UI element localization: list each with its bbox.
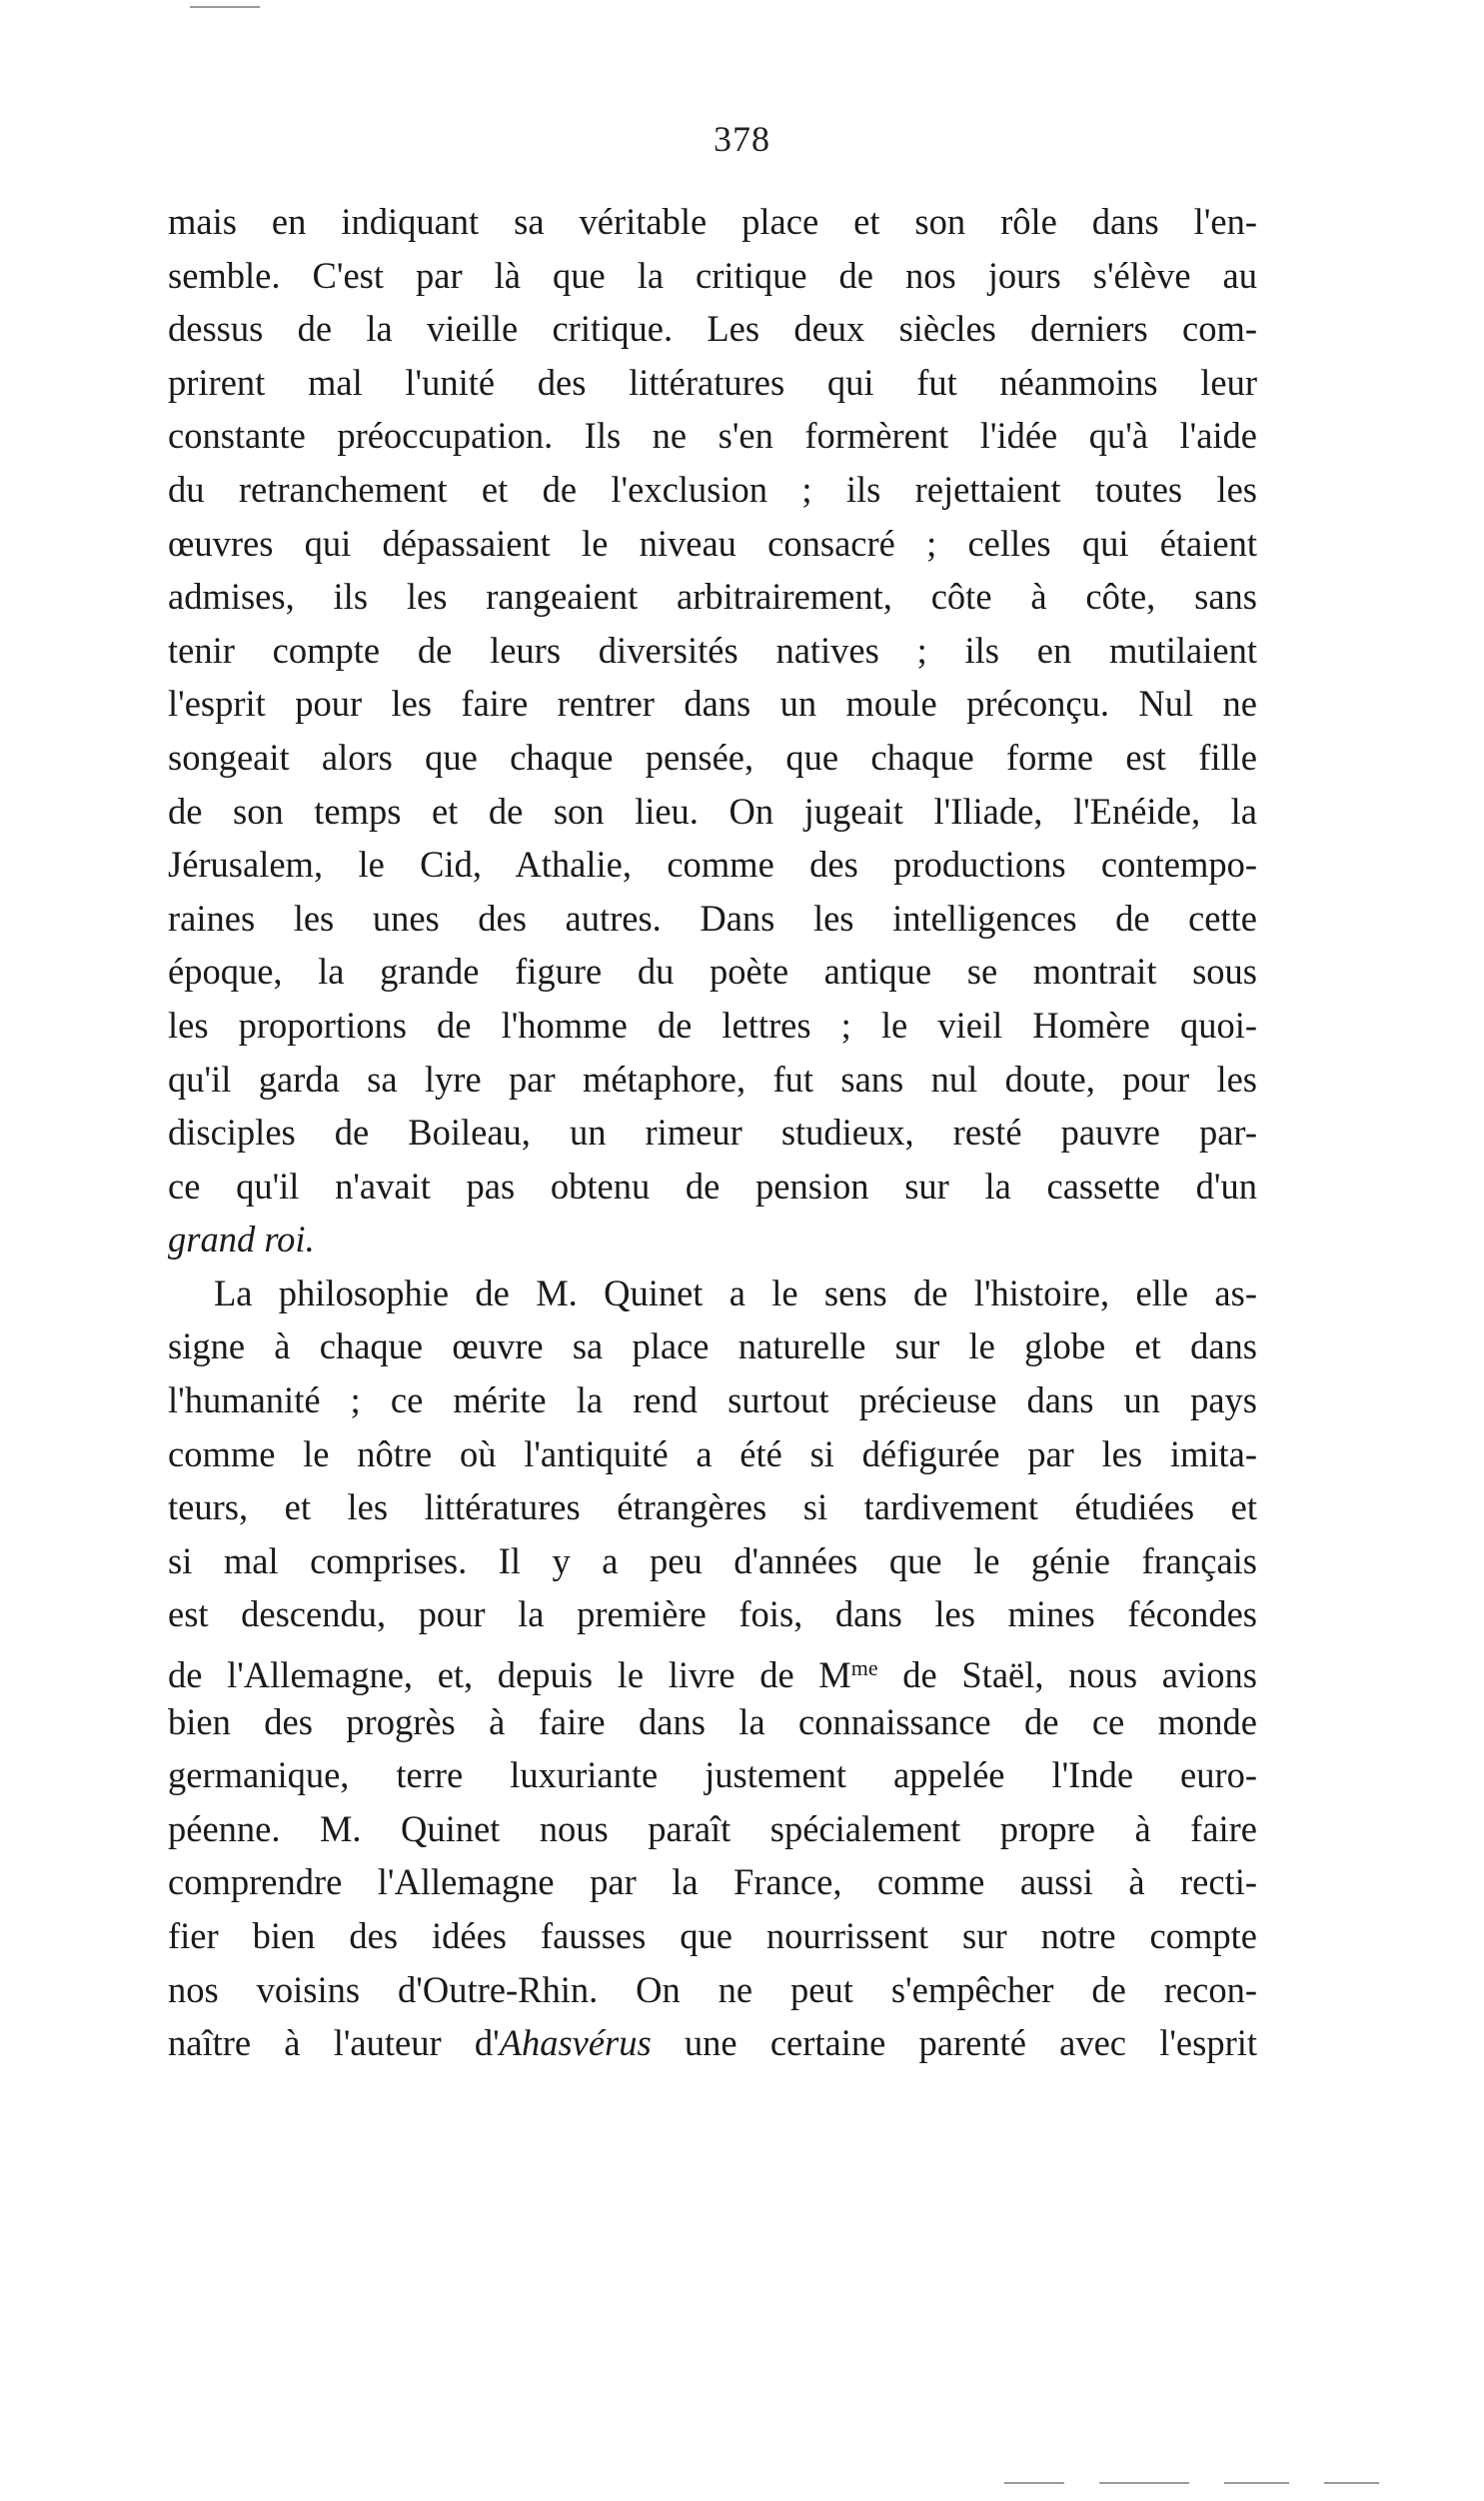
text-line: dessus de la vieille critique. Les deux siècles derniers com- — [168, 308, 1257, 350]
text-line: bien des progrès à faire dans la connaissance de ce monde — [168, 1700, 1257, 1742]
text-line: l'humanité ; ce mérite la rend surtout précieuse dans un pays — [168, 1379, 1257, 1421]
text-line-italic: grand roi. — [168, 1219, 315, 1260]
scan-edge-mark-top — [190, 6, 260, 8]
text-line: du retranchement et de l'exclusion ; ils rejettaient toutes les — [168, 468, 1257, 510]
text-line: teurs, et les littératures étrangères si tardivement étudiées et — [168, 1486, 1257, 1528]
text-fragment: une certaine parenté avec l'esprit — [651, 2022, 1257, 2064]
text-line: Jérusalem, le Cid, Athalie, comme des productions contempo- — [168, 844, 1257, 886]
text-line: qu'il garda sa lyre par métaphore, fut sans nul doute, pour les — [168, 1058, 1257, 1100]
scan-edge-mark-bottom — [1004, 2482, 1064, 2484]
text-line: mais en indiquant sa véritable place et son rôle dans l'en- — [168, 201, 1257, 242]
text-line: admises, ils les rangeaient arbitrairement, côte à côte, sans — [168, 576, 1257, 618]
text-line: œuvres qui dépassaient le niveau consacré ; celles qui étaient — [168, 522, 1257, 564]
text-line: songeait alors que chaque pensée, que chaque forme est fille — [168, 736, 1257, 778]
text-line: comprendre l'Allemagne par la France, comme aussi à recti- — [168, 1861, 1257, 1903]
text-line: disciples de Boileau, un rimeur studieux, resté pauvre par- — [168, 1112, 1257, 1154]
text-line: comme le nôtre où l'antiquité a été si défigurée par les imita- — [168, 1432, 1257, 1474]
text-fragment: de l'Allemagne, et, depuis le livre de M — [168, 1654, 851, 1696]
scan-edge-mark-bottom — [1324, 2482, 1379, 2484]
text-line: signe à chaque œuvre sa place naturelle sur le globe et dans — [168, 1325, 1257, 1367]
text-line: nos voisins d'Outre-Rhin. On ne peut s'empêcher de recon- — [168, 1968, 1257, 2010]
body-text — [168, 195, 1257, 2070]
superscript-me: me — [850, 1655, 878, 1681]
text-line: tenir compte de leurs diversités natives ; ils en mutilaient — [168, 629, 1257, 671]
italic-title-ahasverus: Ahasvérus — [499, 2022, 652, 2064]
text-line: semble. C'est par là que la critique de nos jours s'élève au — [168, 254, 1257, 296]
text-line: raines les unes des autres. Dans les intelligences de cette — [168, 897, 1257, 939]
text-line: La philosophie de M. Quinet a le sens de l'histoire, elle as- — [214, 1271, 1257, 1313]
paragraph-2 — [168, 1266, 1257, 2070]
text-line: l'esprit pour les faire rentrer dans un moule préconçu. Nul ne — [168, 683, 1257, 725]
text-line: constante préoccupation. Ils ne s'en formèrent l'idée qu'à l'aide — [168, 415, 1257, 457]
text-line: germanique, terre luxuriante justement appelée l'Inde euro- — [168, 1754, 1257, 1796]
text-fragment: naître à l'auteur d' — [168, 2022, 500, 2064]
text-line: si mal comprises. Il y a peu d'années que le génie français — [168, 1539, 1257, 1581]
text-line: fier bien des idées fausses que nourrissent sur notre compte — [168, 1915, 1257, 1956]
text-line: ce qu'il n'avait pas obtenu de pension sur la cassette d'un — [168, 1165, 1257, 1207]
paragraph-1 — [168, 195, 1257, 1266]
scan-edge-mark-bottom — [1224, 2482, 1289, 2484]
page-number: 378 — [714, 119, 770, 159]
text-line: de son temps et de son lieu. On jugeait l'Iliade, l'Enéide, la — [168, 790, 1257, 832]
text-line: les proportions de l'homme de lettres ; le vieil Homère quoi- — [168, 1004, 1257, 1046]
scan-edge-mark-bottom — [1099, 2482, 1189, 2484]
text-line: péenne. M. Quinet nous paraît spécialement propre à faire — [168, 1807, 1257, 1849]
text-line: prirent mal l'unité des littératures qui fut néanmoins leur — [168, 361, 1257, 403]
text-line: époque, la grande figure du poète antique se montrait sous — [168, 951, 1257, 993]
text-fragment: de Staël, nous avions — [877, 1654, 1257, 1696]
text-line-stael — [168, 1641, 1257, 1695]
text-line: est descendu, pour la première fois, dans les mines fécondes — [168, 1593, 1257, 1635]
text-line-ahasverus — [168, 2016, 1257, 2070]
